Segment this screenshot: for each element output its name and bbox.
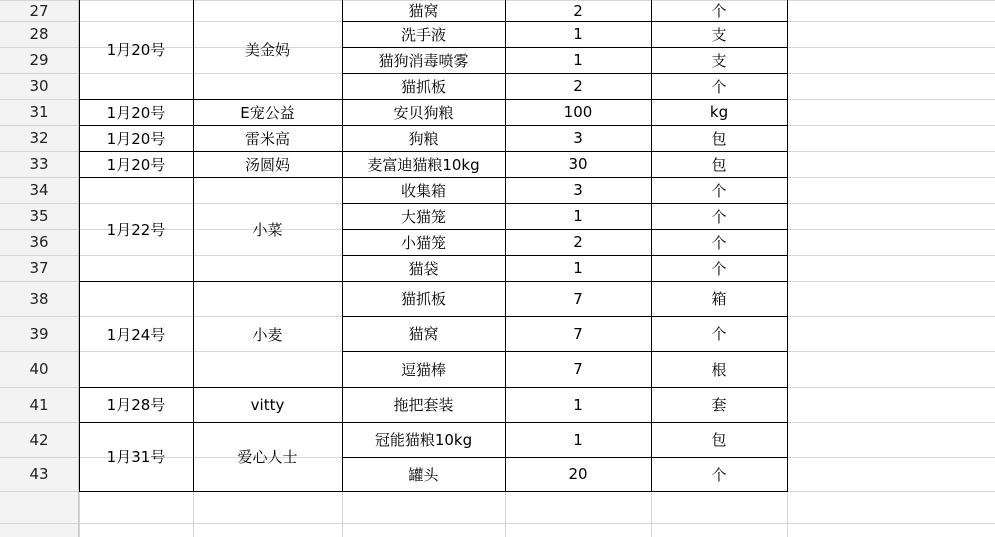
unit-cell[interactable]: 套 <box>711 396 727 414</box>
item-cell[interactable]: 冠能猫粮10kg <box>374 431 473 449</box>
quantity-cell[interactable]: 3 <box>573 181 583 199</box>
date-cell[interactable]: 1月31号 <box>106 448 166 466</box>
row-header[interactable]: 36 <box>0 229 78 255</box>
unit-cell[interactable]: 包 <box>711 129 727 148</box>
item-cell[interactable]: 狗粮 <box>408 129 439 148</box>
item-cell[interactable]: 小猫笼 <box>400 233 446 252</box>
donor-cell[interactable]: 爱心人士 <box>237 448 298 466</box>
item-cell[interactable]: 猫抓板 <box>400 77 446 96</box>
row-header[interactable]: 30 <box>0 73 78 99</box>
row-header[interactable]: 37 <box>0 255 78 281</box>
unit-cell[interactable]: 个 <box>711 77 727 96</box>
item-cell[interactable]: 猫窝 <box>408 325 439 343</box>
unit-cell[interactable]: 包 <box>711 155 727 174</box>
row-header[interactable]: 29 <box>0 47 78 73</box>
quantity-cell[interactable]: 7 <box>573 360 583 378</box>
quantity-cell[interactable]: 2 <box>573 77 583 95</box>
item-cell[interactable]: 逗猫棒 <box>400 360 446 379</box>
donor-cell[interactable]: 雷米高 <box>244 129 290 148</box>
row-header-empty[interactable] <box>0 491 78 537</box>
row-header[interactable]: 35 <box>0 203 78 229</box>
quantity-cell[interactable]: 1 <box>573 430 583 449</box>
item-cell[interactable]: 麦富迪猫粮10kg <box>367 155 480 174</box>
unit-cell[interactable]: 个 <box>711 259 727 278</box>
item-cell[interactable]: 猫抓板 <box>400 290 446 308</box>
donor-cell[interactable]: 汤圆妈 <box>244 155 290 174</box>
quantity-cell[interactable]: 7 <box>573 289 583 308</box>
row-header[interactable]: 43 <box>0 457 78 491</box>
date-cell[interactable]: 1月20号 <box>106 129 166 148</box>
row-header[interactable]: 40 <box>0 351 78 387</box>
row-header[interactable]: 41 <box>0 387 78 422</box>
date-cell[interactable]: 1月28号 <box>106 396 166 414</box>
item-cell[interactable]: 拖把套装 <box>393 396 454 414</box>
date-cell[interactable]: 1月20号 <box>106 103 166 122</box>
row-header[interactable]: 32 <box>0 125 78 151</box>
quantity-cell[interactable]: 30 <box>568 155 588 173</box>
quantity-cell[interactable]: 1 <box>573 395 583 414</box>
item-cell[interactable]: 猫袋 <box>408 259 439 278</box>
date-cell[interactable]: 1月24号 <box>106 325 166 344</box>
item-cell[interactable]: 大猫笼 <box>400 207 446 226</box>
unit-cell[interactable]: 根 <box>711 360 727 379</box>
item-cell[interactable]: 猫狗消毒喷雾 <box>378 51 469 70</box>
quantity-cell[interactable]: 1 <box>573 51 583 69</box>
quantity-cell[interactable]: 3 <box>573 129 583 147</box>
item-cell[interactable]: 收集箱 <box>400 181 446 200</box>
quantity-cell[interactable]: 2 <box>573 1 583 20</box>
unit-cell[interactable]: 个 <box>711 207 727 226</box>
unit-cell[interactable]: 包 <box>711 431 727 449</box>
unit-cell[interactable]: 个 <box>711 325 727 343</box>
donor-cell[interactable]: vitty <box>250 395 285 414</box>
unit-cell[interactable]: 个 <box>711 233 727 252</box>
row-header[interactable]: 31 <box>0 99 78 125</box>
donor-cell[interactable]: E宠公益 <box>240 103 295 122</box>
unit-cell[interactable]: 个 <box>711 181 727 200</box>
quantity-cell[interactable]: 1 <box>573 25 583 43</box>
row-header[interactable]: 39 <box>0 316 78 351</box>
unit-cell[interactable]: 箱 <box>711 290 727 308</box>
row-header[interactable]: 34 <box>0 177 78 203</box>
row-header[interactable]: 28 <box>0 21 78 47</box>
row-header[interactable]: 33 <box>0 151 78 177</box>
donor-cell[interactable]: 小菜 <box>252 220 283 239</box>
quantity-cell[interactable]: 1 <box>573 259 583 277</box>
row-header[interactable]: 38 <box>0 281 78 316</box>
unit-cell[interactable]: 个 <box>711 465 727 484</box>
date-cell[interactable]: 1月20号 <box>106 41 166 59</box>
unit-cell[interactable]: 支 <box>711 51 727 70</box>
unit-cell[interactable]: 个 <box>711 2 727 20</box>
donor-cell[interactable]: 小麦 <box>252 325 283 344</box>
donor-cell[interactable]: 美金妈 <box>244 41 290 59</box>
item-cell[interactable]: 猫窝 <box>408 2 439 20</box>
quantity-cell[interactable]: 2 <box>573 233 583 251</box>
item-cell[interactable]: 罐头 <box>408 465 439 484</box>
item-cell[interactable]: 安贝狗粮 <box>393 103 454 122</box>
item-cell[interactable]: 洗手液 <box>400 25 446 44</box>
unit-cell[interactable]: 支 <box>711 25 727 44</box>
date-cell[interactable]: 1月20号 <box>106 155 166 174</box>
quantity-cell[interactable]: 20 <box>568 465 588 483</box>
row-header[interactable]: 42 <box>0 422 78 457</box>
date-cell[interactable]: 1月22号 <box>106 220 166 239</box>
unit-cell[interactable]: kg <box>709 103 729 121</box>
row-header[interactable]: 27 <box>0 0 78 21</box>
quantity-cell[interactable]: 1 <box>573 207 583 225</box>
quantity-cell[interactable]: 100 <box>563 103 593 121</box>
quantity-cell[interactable]: 7 <box>573 324 583 343</box>
